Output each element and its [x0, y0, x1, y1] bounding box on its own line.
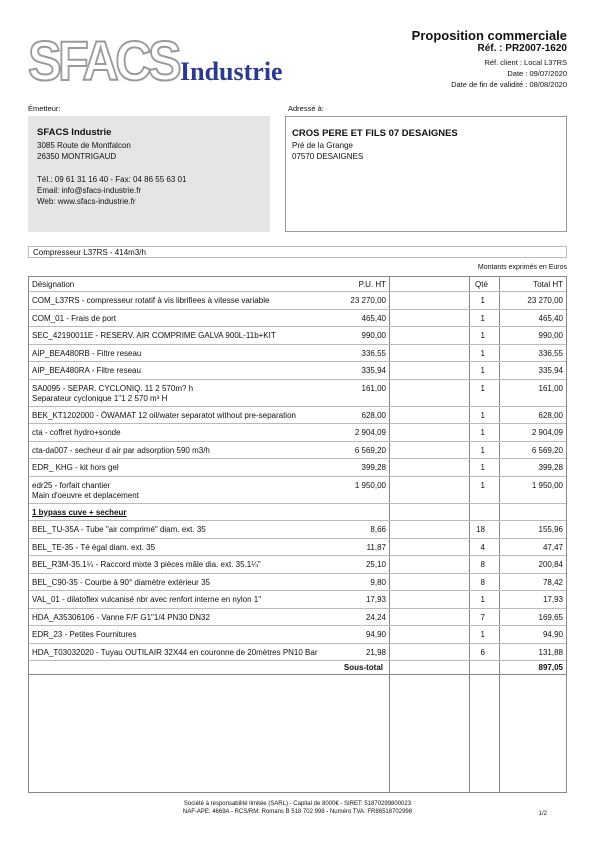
emitter-address-1: 3085 Route de Montfalcon	[37, 141, 131, 150]
items-table	[28, 276, 567, 793]
footer-legal-1: Société à responsabilité limitée (SARL) - Capital de 8000€ - SIRET: 51870299800023	[183, 801, 412, 807]
recipient-address-1: Pré de la Grange	[292, 141, 353, 150]
recipient-address-2: 07570 DESAIGNES	[292, 152, 364, 161]
item-quantity: 1	[480, 630, 485, 639]
emitter-name: SFACS Industrie	[37, 127, 112, 138]
table-row	[29, 477, 566, 504]
table-row	[29, 310, 566, 328]
item-designation: VAL_01 - dilatoflex vulcanisé nbr avec renfort interne en nylon 1"	[32, 595, 262, 604]
table-header	[29, 277, 566, 292]
table-row	[29, 442, 566, 460]
header-unit-price: P.U. HT	[358, 280, 386, 289]
item-designation: COM_01 - Frais de port	[32, 313, 117, 323]
item-quantity: 8	[480, 560, 485, 569]
item-total: 990,00	[538, 331, 563, 340]
subtotal-row	[29, 661, 566, 675]
item-designation: 1 bypass cuve + secheur	[32, 507, 127, 517]
item-unit-price: 336,55	[361, 348, 386, 358]
item-unit-price: 21,98	[365, 647, 386, 657]
recipient-name: CROS PERE ET FILS 07 DESAIGNES	[292, 128, 458, 139]
item-quantity: 1	[480, 410, 485, 420]
item-total: 17,93	[542, 595, 563, 604]
item-quantity: 1	[480, 445, 485, 455]
item-description: Separateur cyclonique 1"1 2 570 m³ H	[32, 393, 168, 403]
item-total: 161,00	[538, 383, 563, 393]
item-total: 23 270,00	[527, 296, 563, 305]
item-quantity: 1	[480, 463, 485, 472]
recipient-label: Adressé à:	[288, 104, 324, 113]
document-date: Date : 09/07/2020	[507, 69, 567, 78]
item-quantity: 1	[480, 383, 485, 393]
item-quantity: 1	[480, 296, 485, 305]
emitter-address-2: 26350 MONTRIGAUD	[37, 152, 117, 161]
item-description: Main d'oeuvre et deplacement	[32, 490, 139, 500]
item-quantity: 1	[480, 348, 485, 358]
item-designation: SA0095 - SEPAR. CYCLONIQ. 11 2 570m? h	[32, 383, 194, 393]
subtotal-label: Sous-total	[343, 663, 383, 672]
item-designation: AIP_BEA480RB - Filtre reseau	[32, 348, 142, 358]
table-row	[29, 292, 566, 310]
item-unit-price: 25,10	[365, 560, 386, 569]
item-designation: BEL_C90-35 - Courbe à 90° diamètre extérieur 35	[32, 577, 210, 587]
item-quantity: 7	[480, 612, 485, 622]
table-row	[29, 424, 566, 442]
table-row	[29, 644, 566, 662]
emitter-label: Émetteur:	[28, 104, 61, 113]
item-designation: SEC_42190011E - RESERV. AIR COMPRIME GALVA 900L-11b+KIT	[32, 331, 276, 340]
table-row	[29, 521, 566, 539]
item-unit-price: 2 904,09	[354, 428, 386, 437]
item-quantity: 18	[476, 525, 485, 534]
item-total: 2 904,09	[531, 428, 563, 437]
item-total: 399,28	[538, 463, 563, 472]
item-unit-price: 335,94	[361, 366, 386, 375]
table-row	[29, 362, 566, 380]
validity-date: Date de fin de validité : 08/08/2020	[451, 80, 567, 89]
table-row	[29, 609, 566, 627]
item-quantity: 4	[480, 542, 485, 552]
client-reference: Réf. client : Local L37RS	[484, 58, 567, 67]
emitter-box	[28, 116, 270, 232]
item-total: 628,00	[538, 410, 563, 420]
item-designation: BEL_TE-35 - Té égal diam. ext. 35	[32, 542, 156, 552]
header-quantity: Qté	[475, 280, 488, 289]
emitter-email: Email: info@sfacs-industrie.fr	[37, 186, 142, 195]
subtotal-value: 897,05	[538, 663, 563, 672]
item-quantity: 1	[480, 595, 485, 604]
item-unit-price: 6 569,20	[354, 445, 386, 455]
item-designation: EDR_ KHG - kit hors gel	[32, 463, 119, 472]
item-total: 336,55	[538, 348, 563, 358]
document-title: Proposition commerciale	[411, 28, 567, 43]
item-unit-price: 990,00	[361, 331, 386, 340]
item-unit-price: 17,93	[365, 595, 386, 604]
emitter-phone: Tél.: 09 61 31 16 40 - Fax: 04 86 55 63 01	[37, 175, 187, 184]
logo-mark: SFACS	[28, 30, 181, 90]
item-total: 1 950,00	[531, 480, 563, 490]
item-unit-price: 9,80	[370, 577, 386, 587]
proposal-subject: Compresseur L37RS - 414m3/h	[28, 246, 567, 258]
item-quantity: 1	[480, 313, 485, 323]
company-logo	[28, 30, 318, 90]
item-unit-price: 94,90	[365, 630, 386, 639]
item-designation: BEL_TU-35A - Tube "air comprimé" diam. ext. 35	[32, 525, 206, 534]
item-designation: BEL_R3M-35.1¼ - Raccord mixte 3 pièces mâle dia. ext. 35.1¼"	[32, 560, 261, 569]
item-unit-price: 628,00	[361, 410, 386, 420]
logo-subtext: Industrie	[180, 57, 283, 86]
proposal-reference: Réf. : PR2007-1620	[477, 43, 567, 54]
item-quantity: 6	[480, 647, 485, 657]
item-quantity: 8	[480, 577, 485, 587]
item-total: 6 569,20	[531, 445, 563, 455]
table-row	[29, 345, 566, 363]
item-quantity: 1	[480, 366, 485, 375]
table-row	[29, 556, 566, 574]
header-designation: Désignation	[32, 280, 75, 289]
item-unit-price: 399,28	[361, 463, 386, 472]
table-row	[29, 539, 566, 557]
item-designation: edr25 - forfait chantier	[32, 480, 111, 490]
page-number: 1/2	[538, 811, 547, 817]
table-row	[29, 327, 566, 345]
item-unit-price: 1 950,00	[354, 480, 386, 490]
item-quantity: 1	[480, 480, 485, 490]
table-row	[29, 574, 566, 592]
currency-note: Montants exprimés en Euros	[477, 264, 567, 271]
header-total: Total HT	[533, 280, 563, 289]
item-designation: HDA_T03032020 - Tuyau OUTILAIR 32X44 en couronne de 20mètres PN10 Bar	[32, 647, 318, 657]
item-designation: AIP_BEA480RA - Filtre reseau	[32, 366, 141, 375]
item-designation: cta-da007 - secheur d air par adsorption 590 m3/h	[32, 445, 210, 455]
item-total: 131,88	[538, 647, 563, 657]
table-row	[29, 380, 566, 407]
item-unit-price: 465,40	[361, 313, 386, 323]
item-designation: cta - coffret hydro+sonde	[32, 428, 121, 437]
item-total: 94,90	[542, 630, 563, 639]
table-row	[29, 459, 566, 477]
item-total: 200,84	[538, 560, 563, 569]
emitter-web: Web: www.sfacs-industrie.fr	[37, 197, 136, 206]
item-total: 155,96	[538, 525, 563, 534]
item-total: 47,47	[542, 542, 563, 552]
item-designation: COM_L37RS - compresseur rotatif à vis librifiees à vitesse variable	[32, 296, 270, 305]
item-quantity: 1	[480, 331, 485, 340]
item-unit-price: 11,87	[366, 542, 386, 552]
table-row	[29, 591, 566, 609]
item-total: 78,42	[542, 577, 563, 587]
footer-legal-2: NAF-APE: 4669A - RCS/RM: Romans B 518 702 998 - Numéro TVA: FR86518702998	[182, 809, 413, 815]
item-unit-price: 8,66	[370, 525, 386, 534]
item-quantity: 1	[480, 428, 485, 437]
item-unit-price: 23 270,00	[350, 296, 386, 305]
section-row	[29, 504, 566, 522]
item-total: 465,40	[538, 313, 563, 323]
recipient-box	[285, 116, 567, 232]
item-designation: BEK_KT1202000 - ÖWAMAT 12 oil/water separatot without pre-separation	[32, 410, 296, 420]
item-designation: EDR_23 - Petites Fournitures	[32, 630, 137, 639]
table-row	[29, 626, 566, 644]
item-total: 335,94	[538, 366, 563, 375]
item-total: 169,65	[538, 612, 563, 622]
item-unit-price: 24,24	[365, 612, 386, 622]
table-row	[29, 407, 566, 425]
item-designation: HDA_A35306106 - Vanne F/F G1"1/4 PN30 DN32	[32, 612, 210, 622]
item-unit-price: 161,00	[361, 383, 386, 393]
